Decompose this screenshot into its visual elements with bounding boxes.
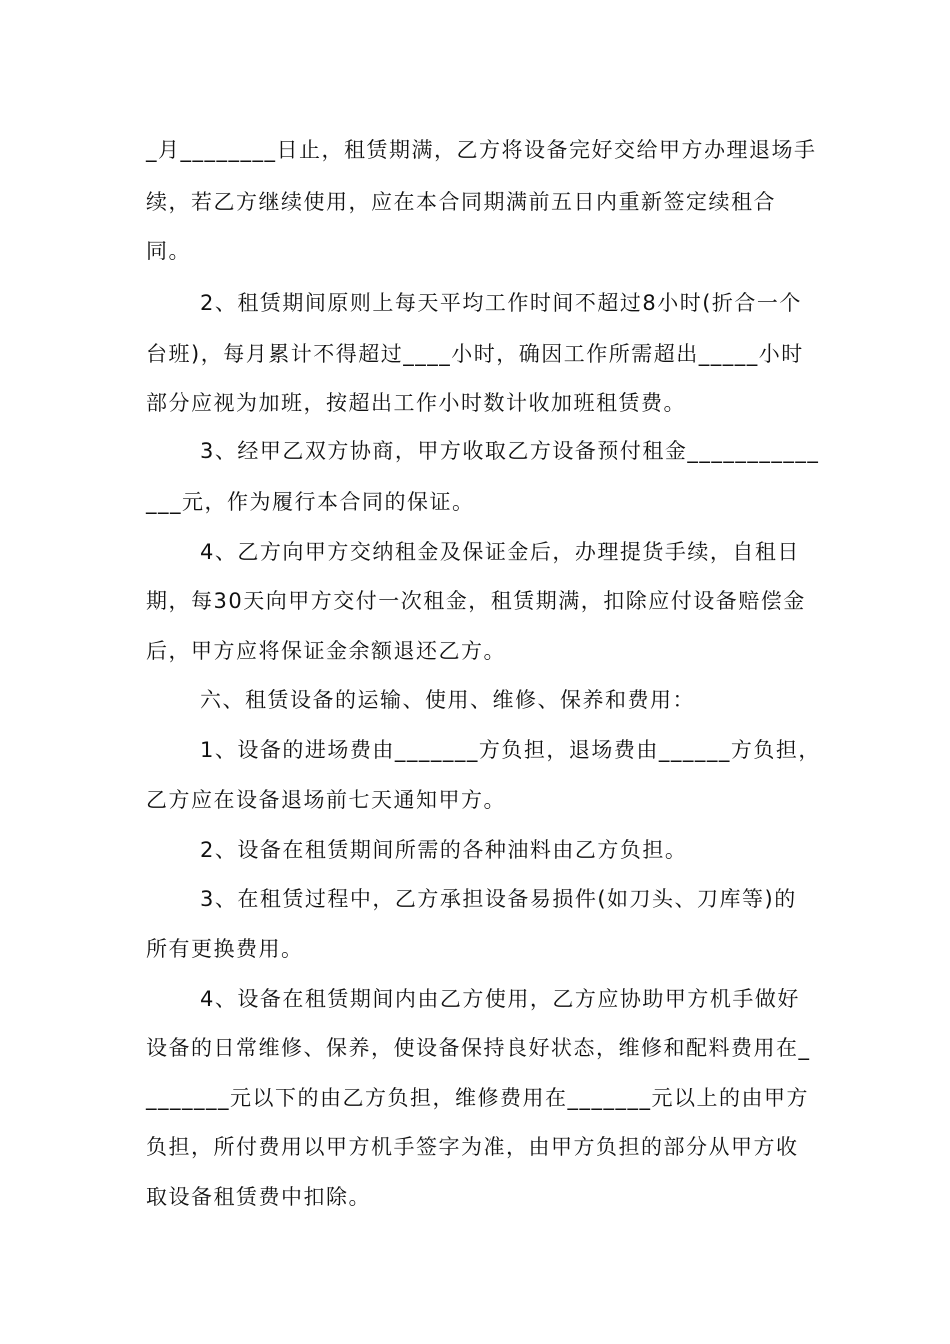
text-line: 乙方应在设备退场前七天通知甲方。 (146, 788, 506, 812)
text-line: 部分应视为加班，按超出工作小时数计收加班租赁费。 (146, 391, 686, 415)
text-line: 2、设备在租赁期间所需的各种油料由乙方负担。 (200, 838, 688, 862)
text-line: 3、经甲乙双方协商，甲方收取乙方设备预付租金___________ (200, 439, 820, 463)
text-line: 台班)，每月累计不得超过____小时，确因工作所需超出_____小时 (146, 342, 804, 366)
text-line: 取设备租赁费中扣除。 (146, 1185, 371, 1209)
text-line: 所有更换费用。 (146, 937, 304, 961)
text-line: _______元以下的由乙方负担，维修费用在_______元以上的由甲方 (146, 1086, 809, 1110)
text-line: _月________日止，租赁期满，乙方将设备完好交给甲方办理退场手 (146, 138, 817, 162)
section-heading: 六、租赁设备的运输、使用、维修、保养和费用： (200, 688, 695, 712)
text-line: 后，甲方应将保证金余额退还乙方。 (146, 639, 506, 663)
text-line: 1、设备的进场费由_______方负担，退场费由______方负担， (200, 738, 821, 762)
text-line: 4、乙方向甲方交纳租金及保证金后，办理提货手续，自租日 (200, 540, 800, 564)
text-line: 2、租赁期间原则上每天平均工作时间不超过8小时(折合一个 (200, 291, 802, 315)
text-line: ___元，作为履行本合同的保证。 (146, 490, 475, 514)
text-line: 续，若乙方继续使用，应在本合同期满前五日内重新签定续租合 (146, 190, 776, 214)
text-line: 设备的日常维修、保养，使设备保持良好状态，维修和配料费用在_ (146, 1036, 811, 1060)
text-line: 负担，所付费用以甲方机手签字为准，由甲方负担的部分从甲方收 (146, 1135, 799, 1159)
text-line: 4、设备在租赁期间内由乙方使用，乙方应协助甲方机手做好 (200, 987, 800, 1011)
text-line: 期，每30天向甲方交付一次租金，租赁期满，扣除应付设备赔偿金 (146, 589, 806, 613)
text-line: 同。 (146, 239, 191, 263)
text-line: 3、在租赁过程中，乙方承担设备易损件(如刀头、刀库等)的 (200, 887, 797, 911)
